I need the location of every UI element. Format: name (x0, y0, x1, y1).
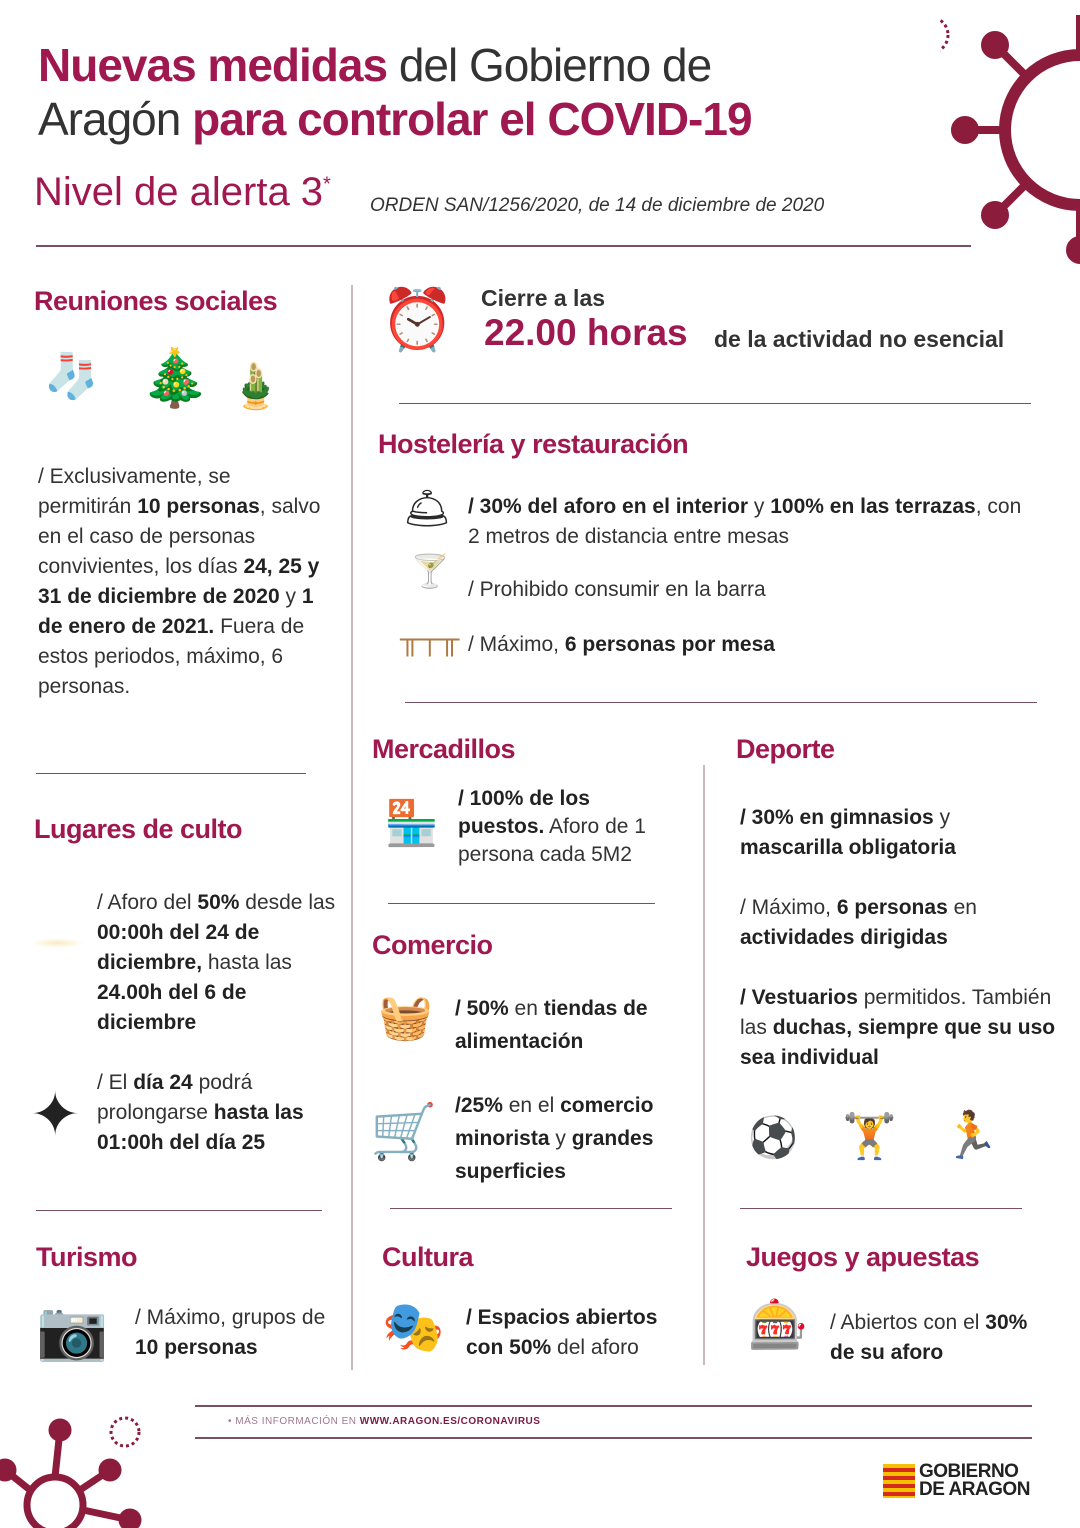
body-text: / Máximo, grupos de (135, 1306, 326, 1329)
divider (195, 1405, 1032, 1407)
body-text: / El (97, 1071, 134, 1094)
title-bold: para controlar el COVID-19 (192, 93, 752, 145)
section-title-culto: Lugares de culto (34, 814, 243, 844)
christmas-tree-icon: 🎄 (140, 346, 210, 409)
deporte-item (740, 803, 1050, 863)
body-text: podrá prolongarse (97, 1071, 253, 1124)
emphasis-text: / 100% de los puestos. (458, 787, 590, 838)
emphasis-text: 50% (197, 891, 240, 914)
alert-level (34, 170, 331, 215)
sparkle-icon (30, 938, 85, 948)
deporte-item (740, 983, 1060, 1073)
section-title-comercio: Comercio (372, 930, 493, 960)
culto-item (97, 888, 347, 1038)
logo-text: GOBIERNO DE ARAGON (919, 1461, 1030, 1500)
emphasis-text: duchas, siempre que su uso sea individual (740, 1016, 1056, 1069)
divider (388, 903, 655, 904)
closing-pre: Cierre a las (481, 285, 606, 311)
body-text: permitidos. También las (740, 986, 1052, 1039)
emphasis-text: 30% de su aforo (830, 1311, 1028, 1364)
weightlifter-icon: 🏋 (842, 1112, 897, 1161)
camera-icon: 📷 (36, 1298, 109, 1363)
body-text: / Prohibido consumir en la barra (468, 578, 766, 601)
ornaments-icon: 🎍 (228, 362, 283, 411)
hosteleria-item (468, 575, 1028, 605)
closing-time: 22.00 horas (484, 312, 688, 353)
column-divider (351, 285, 353, 1370)
body-text: / Aforo del (97, 891, 198, 914)
emphasis-text: 100% en las terrazas (770, 495, 976, 518)
hosteleria-item (468, 630, 1028, 660)
body-text: y (549, 1127, 572, 1150)
body-text: desde las (239, 891, 336, 914)
alarm-clock-icon: ⏰ (380, 286, 455, 353)
title-text: del Gobierno de (387, 39, 712, 91)
body-text: , con 2 metros de distancia entre mesas (468, 495, 1022, 548)
column-divider (703, 765, 705, 1365)
emphasis-text: 24.00h del 6 de diciembre (97, 981, 247, 1034)
cultura-text (466, 1303, 696, 1363)
more-info-link[interactable]: WWW.ARAGON.ES/CORONAVIRUS (359, 1416, 541, 1427)
section-title-turismo: Turismo (36, 1242, 138, 1272)
closing-post: de la actividad no esencial (714, 326, 1005, 352)
grocery-basket-icon: 🧺 (378, 993, 433, 1042)
emphasis-text: día 24 (133, 1071, 193, 1094)
divider (399, 403, 1031, 404)
emphasis-text: / 30% del aforo en el interior (468, 495, 749, 518)
emphasis-text: 6 personas por mesa (564, 633, 775, 656)
more-info-label: MÁS INFORMACIÓN EN (235, 1416, 360, 1427)
divider (405, 702, 1037, 703)
virus-icon (0, 1410, 150, 1528)
title-bold: Nuevas medidas (38, 39, 388, 91)
order-reference: ORDEN SAN/1256/2020, de 14 de diciembre de 2020 (370, 195, 825, 216)
divider (740, 1208, 1022, 1209)
market-stall-icon: 🏪 (384, 799, 439, 848)
emphasis-text: 10 personas (135, 1336, 258, 1359)
body-text: / Máximo, (468, 633, 565, 656)
body-text: y (933, 806, 951, 829)
body-text: en (947, 896, 977, 919)
table-chairs-icon: ╥┬╥ (400, 623, 460, 654)
emphasis-text: 10 personas (137, 495, 260, 518)
alert-level-text: Nivel de alerta 3 (34, 170, 324, 214)
runner-icon: 🏃 (942, 1109, 1000, 1161)
body-text: Aforo de 1 persona cada 5M2 (458, 815, 646, 866)
divider (390, 1208, 672, 1209)
divider (195, 1437, 1032, 1439)
virus-icon (940, 0, 1080, 270)
cloche-icon: 🛎 (403, 488, 452, 530)
emphasis-text: hasta las 01:00h del día 25 (97, 1101, 304, 1154)
page-title (38, 38, 898, 146)
emphasis-text: actividades dirigidas (740, 926, 948, 949)
emphasis-text: comercio minorista (455, 1094, 654, 1150)
emphasis-text: / Espacios abiertos con 50% (466, 1306, 658, 1359)
body-text: , salvo en el caso de personas convivientes, los días (38, 495, 321, 578)
emphasis-text: 6 personas (836, 896, 948, 919)
turismo-text (135, 1303, 335, 1363)
body-text: / Exclusivamente, se permitirán (38, 465, 231, 518)
poker-chips-icon: 🎰 (748, 1299, 808, 1352)
aragon-flag-icon (883, 1464, 915, 1498)
comercio-item (455, 992, 695, 1058)
section-title-hosteleria: Hostelería y restauración (378, 429, 689, 459)
section-title-cultura: Cultura (382, 1242, 473, 1272)
emphasis-text: 24, 25 y 31 de diciembre de 2020 (38, 555, 320, 608)
asterisk: * (323, 173, 331, 196)
emphasis-text: tiendas de alimentación (455, 997, 648, 1053)
section-title-deporte: Deporte (736, 734, 835, 764)
divider (36, 773, 306, 774)
emphasis-text: / 50% (455, 997, 509, 1020)
body-text: hasta las (202, 951, 292, 974)
body-text: Fuera de estos periodos, máximo, 6 personas. (38, 615, 305, 698)
body-text: y (748, 495, 771, 518)
reuniones-text (38, 462, 323, 702)
section-title-juegos: Juegos y apuestas (746, 1242, 980, 1272)
emphasis-text: grandes superficies (455, 1127, 654, 1183)
divider (36, 1210, 322, 1211)
comercio-item (455, 1089, 700, 1188)
theater-masks-icon: 🎭 (382, 1299, 445, 1355)
shopping-cart-icon: 🛒 (370, 1102, 438, 1162)
body-text: y (279, 585, 302, 608)
emphasis-text: / 30% en gimnasios (740, 806, 934, 829)
section-title-mercadillos: Mercadillos (372, 734, 516, 764)
christmas-stocking-icon: 🧦 (44, 352, 99, 401)
gobierno-aragon-logo (883, 1463, 1039, 1499)
divider (36, 245, 971, 247)
body-text: / Máximo, (740, 896, 837, 919)
hosteleria-item (468, 492, 1038, 552)
emphasis-text: /25% (455, 1094, 503, 1117)
mercadillos-text (458, 785, 678, 869)
body-text: en el (502, 1094, 561, 1117)
cocktail-icon: 🍸 (410, 553, 450, 589)
emphasis-text: 1 de enero de 2021. (38, 585, 314, 638)
body-text: del aforo (551, 1336, 639, 1359)
title-text: Aragón (38, 93, 193, 145)
more-info: • MÁS INFORMACIÓN EN WWW.ARAGON.ES/CORONAVIRUS (228, 1416, 541, 1427)
emphasis-text: 00:00h del 24 de diciembre, (97, 921, 260, 974)
body-text: / Abiertos con el (830, 1311, 986, 1334)
deporte-item (740, 893, 1050, 953)
emphasis-text: mascarilla obligatoria (740, 836, 956, 859)
section-title-reuniones: Reuniones sociales (34, 286, 278, 316)
body-text: en (508, 997, 544, 1020)
soccer-ball-icon: ⚽ (748, 1116, 798, 1160)
culto-item (97, 1068, 337, 1158)
emphasis-text: / Vestuarios (740, 986, 858, 1009)
star-icon: ✦ (30, 1081, 81, 1148)
juegos-text (830, 1308, 1030, 1368)
